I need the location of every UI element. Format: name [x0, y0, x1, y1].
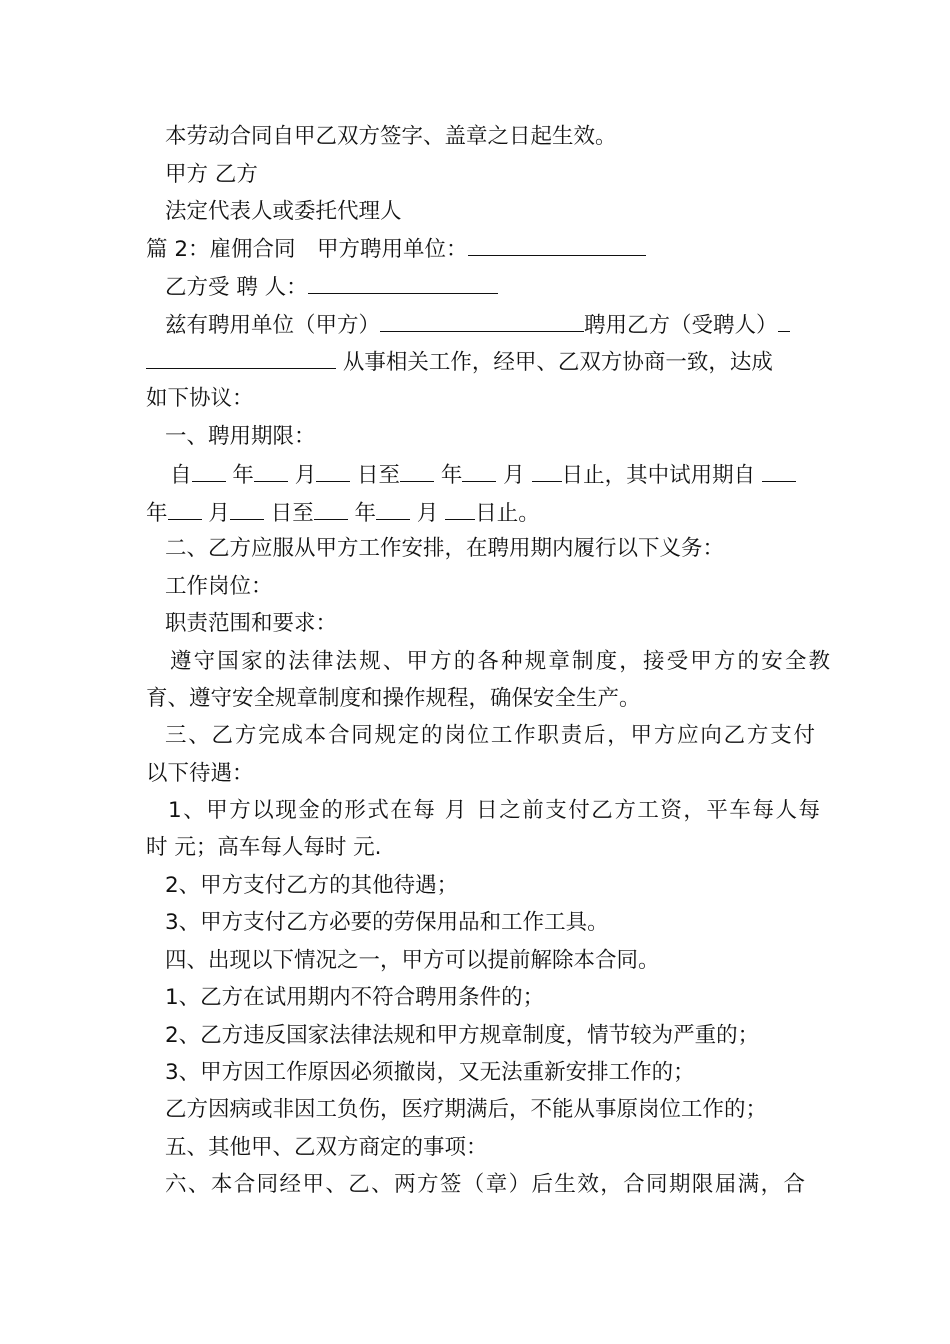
- paragraph-line: 三、乙方完成本合同规定的岗位工作职责后，甲方应向乙方支付: [165, 723, 815, 748]
- text-span: 年: [347, 501, 377, 526]
- paragraph-line: [165, 309, 835, 341]
- text-span: 兹有聘用单位（甲方）: [165, 313, 381, 338]
- paragraph-line: 甲方 乙方: [165, 162, 258, 187]
- paragraph-line: 职责范围和要求：: [165, 611, 338, 636]
- paragraph-line: 以下待遇：: [146, 761, 254, 786]
- blank-field: [762, 459, 796, 482]
- paragraph-line: [146, 497, 816, 529]
- blank-employee-start: [778, 309, 790, 332]
- text-span: 月: [201, 501, 230, 526]
- paragraph-line: 遵守国家的法律法规、甲方的各种规章制度，接受甲方的安全教: [170, 649, 830, 674]
- paragraph-line: 2、乙方违反国家法律法规和甲方规章制度，情节较为严重的；: [165, 1023, 760, 1048]
- paragraph-line: 育、遵守安全规章制度和操作规程，确保安全生产。: [146, 686, 641, 711]
- blank-field: [192, 459, 226, 482]
- blank-field: [400, 459, 434, 482]
- paragraph-line: 法定代表人或委托代理人: [165, 199, 402, 224]
- blank-field: [230, 497, 264, 520]
- text-span: 月: [496, 463, 532, 488]
- text-span: 月: [410, 501, 446, 526]
- paragraph-line: [165, 271, 835, 303]
- paragraph-line: 2、甲方支付乙方的其他待遇；: [165, 873, 459, 898]
- paragraph-line: 3、甲方因工作原因必须撤岗，又无法重新安排工作的；: [165, 1060, 695, 1085]
- paragraph-line: 一、聘用期限：: [165, 424, 316, 449]
- blank-field: [376, 497, 410, 520]
- paragraph-line: [146, 346, 816, 378]
- blank-field: [254, 459, 288, 482]
- section-heading-line: [146, 233, 816, 265]
- paragraph-line: 工作岗位：: [165, 574, 273, 599]
- blank-unit-name: [380, 309, 584, 332]
- text-span: 年: [434, 463, 463, 488]
- text-span: 自: [170, 463, 192, 488]
- blank-field: [168, 497, 202, 520]
- text-span: 日止，其中试用期自: [561, 463, 762, 488]
- paragraph-line: [170, 459, 840, 491]
- employee-label: 乙方受 聘 人：: [165, 275, 308, 300]
- paragraph-line: 1、甲方以现金的形式在每 月 日之前支付乙方工资，平车每人每: [168, 798, 820, 823]
- paragraph-line: 六、本合同经甲、乙、两方签（章）后生效，合同期限届满，合: [165, 1172, 805, 1197]
- blank-field: [532, 459, 562, 482]
- blank-field: [316, 459, 350, 482]
- paragraph-line: 五、其他甲、乙双方商定的事项：: [165, 1135, 488, 1160]
- text-span: 年: [146, 501, 168, 526]
- text-span: 从事相关工作，经甲、乙双方协商一致，达成: [336, 350, 773, 375]
- section-heading-text: 篇 2：雇佣合同 甲方聘用单位：: [146, 237, 468, 262]
- blank-employer-unit: [468, 233, 646, 256]
- paragraph-line: 四、出现以下情况之一，甲方可以提前解除本合同。: [165, 948, 660, 973]
- paragraph-line: 1、乙方在试用期内不符合聘用条件的；: [165, 985, 545, 1010]
- blank-employee-name: [308, 271, 498, 294]
- blank-field: [314, 497, 348, 520]
- text-span: 年: [225, 463, 254, 488]
- text-span: 聘用乙方（受聘人）: [584, 313, 778, 338]
- blank-field: [445, 497, 475, 520]
- paragraph-line: 本劳动合同自甲乙双方签字、盖章之日起生效。: [165, 124, 617, 149]
- text-span: 日至: [350, 463, 401, 488]
- paragraph-line: 二、乙方应服从甲方工作安排，在聘用期内履行以下义务：: [165, 536, 725, 561]
- paragraph-line: 如下协议：: [146, 386, 254, 411]
- paragraph-line: 乙方因病或非因工负伤，医疗期满后，不能从事原岗位工作的；: [165, 1097, 768, 1122]
- blank-field: [462, 459, 496, 482]
- text-span: 日止。: [475, 501, 540, 526]
- paragraph-line: 3、甲方支付乙方必要的劳保用品和工作工具。: [165, 910, 609, 935]
- text-span: 月: [287, 463, 317, 488]
- text-span: 日至: [263, 501, 314, 526]
- blank-employee-cont: [146, 346, 336, 369]
- paragraph-line: 时 元；高车每人每时 元.: [146, 835, 382, 860]
